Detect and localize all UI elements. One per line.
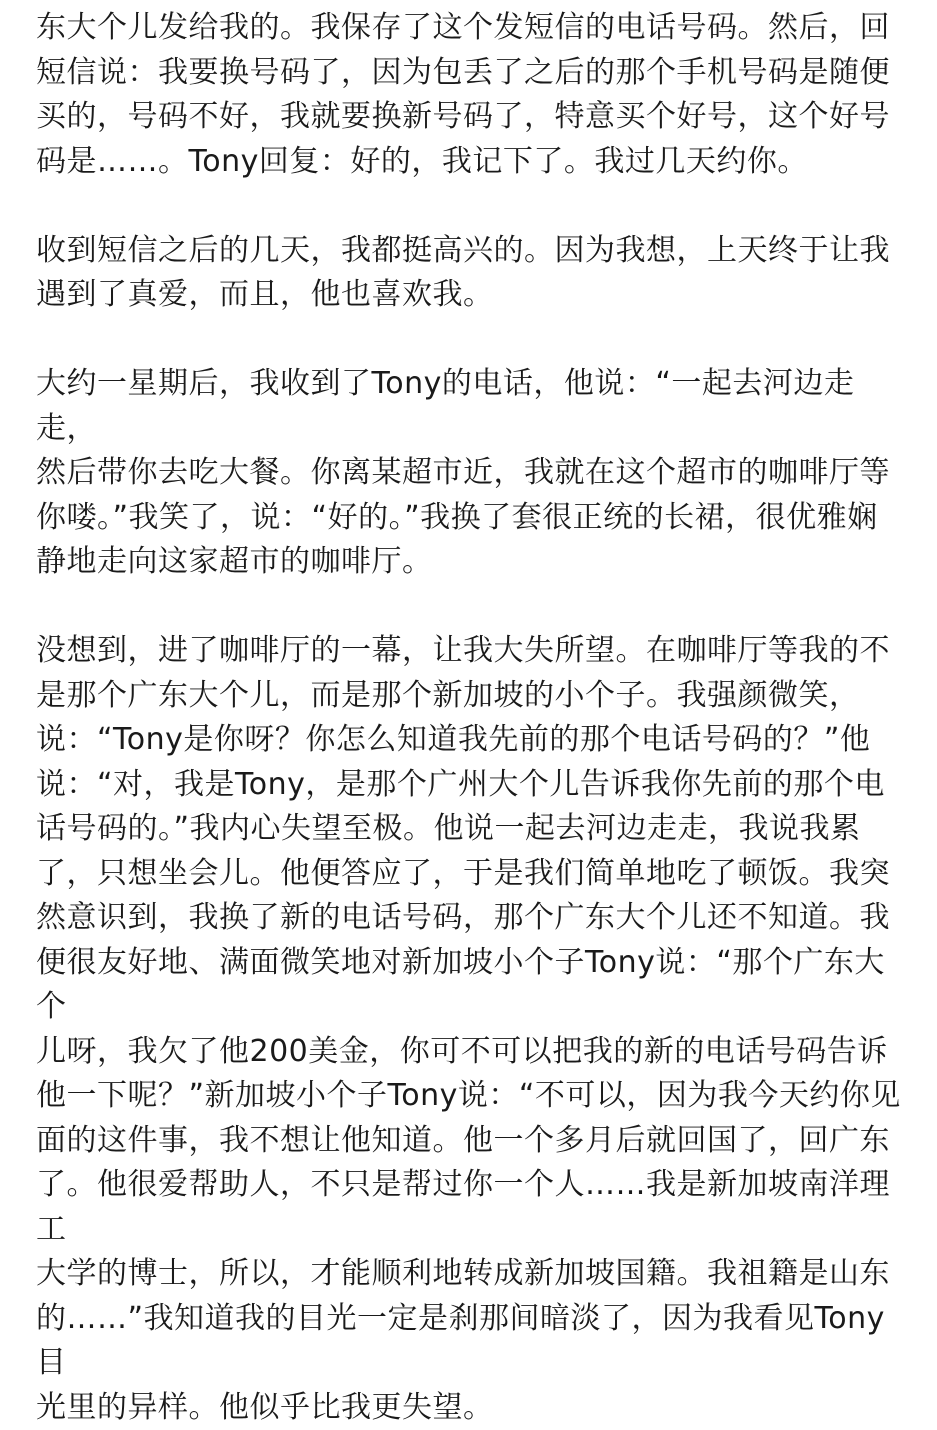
article-body bbox=[36, 6, 902, 1430]
paragraph-4: 没想到，进了咖啡厅的一幕，让我大失所望。在咖啡厅等我的不 是那个广东大个儿，而是那个新加坡的小个子。我强颜微笑， 说：“Tony是你呀？你怎么知道我先前的那个电话号码的？”他 说：“对，我是Tony，是那个广州大个儿告诉我你先前的那个电 话号码的。”我内心失望至极。他说一起去河边走走，我说我累 了，只想坐会儿。他便答应了，于是我们简单地吃了顿饭。我突 然意识到，我换了新的电话号码，那个广东大个儿还不知道。我 便很友好地、满面微笑地对新加坡小个子Tony说：“那个广东大个 儿呀，我欠了他200美金，你可不可以把我的新的电话号码告诉 他一下呢？”新加坡小个子Tony说：“不可以，因为我今天约你见 面的这件事，我不想让他知道。他一个多月后就回国了，回广东 了。他很爱帮助人，不只是帮过你一个人……我是新加坡南洋理工 大学的博士，所以，才能顺利地转成新加坡国籍。我祖籍是山东 的……”我知道我的目光一定是刹那间暗淡了，因为我看见Tony目 光里的异样。他似乎比我更失望。 bbox=[36, 633, 901, 1425]
paragraph-2: 收到短信之后的几天，我都挺高兴的。因为我想，上天终于让我 遇到了真爱，而且，他也喜欢我。 bbox=[36, 232, 890, 312]
paragraph-1: 东大个儿发给我的。我保存了这个发短信的电话号码。然后，回 短信说：我要换号码了，因为包丢了之后的那个手机号码是随便 买的，号码不好，我就要换新号码了，特意买个好号，这个好号 码是……。Tony回复：好的，我记下了。我过几天约你。 bbox=[36, 10, 890, 179]
paragraph-3: 大约一星期后，我收到了Tony的电话，他说：“一起去河边走走， 然后带你去吃大餐。你离某超市近，我就在这个超市的咖啡厅等 你喽。”我笑了，说：“好的。”我换了套很正统的长裙，很优雅娴 静地走向这家超市的咖啡厅。 bbox=[36, 366, 890, 579]
